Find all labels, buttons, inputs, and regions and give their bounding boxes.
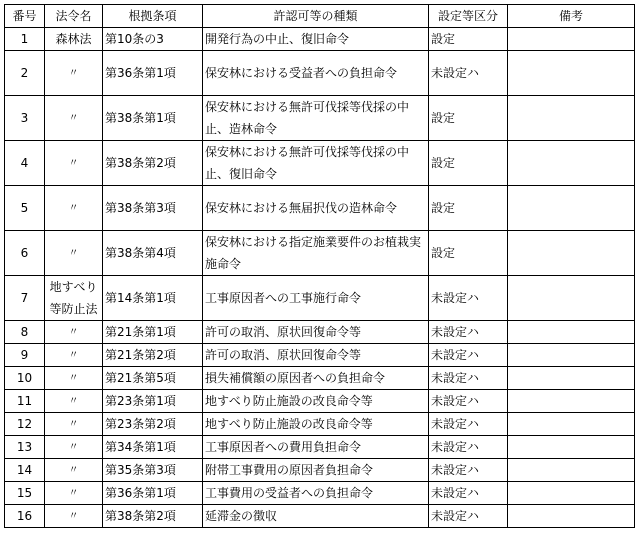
row-clause: 第38条第4項 (103, 231, 203, 276)
row-note (508, 321, 635, 344)
row-clause: 第36条第1項 (103, 482, 203, 505)
table-row (5, 482, 635, 505)
row-type: 許可の取消、原状回復命令等 (203, 321, 429, 344)
row-type: 地すべり防止施設の改良命令等 (203, 413, 429, 436)
row-status: 未設定ハ (429, 482, 508, 505)
table-row (5, 413, 635, 436)
row-clause: 第23条第1項 (103, 390, 203, 413)
row-note (508, 367, 635, 390)
row-status: 未設定ハ (429, 51, 508, 96)
row-note (508, 186, 635, 231)
row-status: 設定 (429, 28, 508, 51)
row-law: 〃 (45, 367, 103, 390)
row-status: 未設定ハ (429, 276, 508, 321)
row-law: 地すべり等防止法 (45, 276, 103, 321)
table-row (5, 390, 635, 413)
row-law: 〃 (45, 51, 103, 96)
table-row (5, 186, 635, 231)
row-type: 地すべり防止施設の改良命令等 (203, 390, 429, 413)
row-number: 6 (5, 231, 45, 276)
row-status: 未設定ハ (429, 413, 508, 436)
row-type: 保安林における指定施業要件のお植栽実施命令 (203, 231, 429, 276)
row-law: 〃 (45, 413, 103, 436)
row-number: 9 (5, 344, 45, 367)
row-clause: 第36条第1項 (103, 51, 203, 96)
row-number: 10 (5, 367, 45, 390)
row-type: 保安林における無届択伐の造林命令 (203, 186, 429, 231)
row-type: 損失補償額の原因者への負担命令 (203, 367, 429, 390)
row-note (508, 51, 635, 96)
row-law: 〃 (45, 186, 103, 231)
row-law: 〃 (45, 141, 103, 186)
row-note (508, 96, 635, 141)
table-row (5, 321, 635, 344)
header-type: 許認可等の種類 (203, 5, 429, 28)
row-status: 設定 (429, 231, 508, 276)
row-note (508, 436, 635, 459)
row-status: 未設定ハ (429, 505, 508, 528)
row-law: 森林法 (45, 28, 103, 51)
row-law: 〃 (45, 321, 103, 344)
row-status: 設定 (429, 96, 508, 141)
row-clause: 第38条第3項 (103, 186, 203, 231)
table-row (5, 344, 635, 367)
row-clause: 第38条第1項 (103, 96, 203, 141)
row-law: 〃 (45, 505, 103, 528)
row-clause: 第10条の3 (103, 28, 203, 51)
row-status: 未設定ハ (429, 436, 508, 459)
row-type: 工事原因者への費用負担命令 (203, 436, 429, 459)
row-law: 〃 (45, 436, 103, 459)
row-number: 2 (5, 51, 45, 96)
table-row (5, 436, 635, 459)
row-type: 附帯工事費用の原因者負担命令 (203, 459, 429, 482)
row-clause: 第38条第2項 (103, 505, 203, 528)
row-number: 4 (5, 141, 45, 186)
row-law: 〃 (45, 231, 103, 276)
row-number: 5 (5, 186, 45, 231)
row-type: 保安林における無許可伐採等伐採の中止、復旧命令 (203, 141, 429, 186)
row-status: 設定 (429, 186, 508, 231)
header-status: 設定等区分 (429, 5, 508, 28)
row-type: 許可の取消、原状回復命令等 (203, 344, 429, 367)
header-clause: 根拠条項 (103, 5, 203, 28)
row-law: 〃 (45, 459, 103, 482)
row-number: 16 (5, 505, 45, 528)
row-number: 11 (5, 390, 45, 413)
row-number: 8 (5, 321, 45, 344)
table-row (5, 141, 635, 186)
row-status: 設定 (429, 141, 508, 186)
row-number: 1 (5, 28, 45, 51)
row-status: 未設定ハ (429, 321, 508, 344)
row-note (508, 28, 635, 51)
row-status: 未設定ハ (429, 344, 508, 367)
row-clause: 第34条第1項 (103, 436, 203, 459)
row-note (508, 344, 635, 367)
row-clause: 第35条第3項 (103, 459, 203, 482)
row-law: 〃 (45, 96, 103, 141)
table-row (5, 28, 635, 51)
header-note: 備考 (508, 5, 635, 28)
permits-table (4, 4, 635, 528)
table-row (5, 505, 635, 528)
row-note (508, 231, 635, 276)
header-row (5, 5, 635, 28)
row-number: 7 (5, 276, 45, 321)
row-note (508, 390, 635, 413)
row-type: 工事原因者への工事施行命令 (203, 276, 429, 321)
header-law: 法令名 (45, 5, 103, 28)
table-row (5, 276, 635, 321)
row-note (508, 413, 635, 436)
row-type: 工事費用の受益者への負担命令 (203, 482, 429, 505)
row-type: 開発行為の中止、復旧命令 (203, 28, 429, 51)
table-row (5, 96, 635, 141)
row-number: 3 (5, 96, 45, 141)
header-number: 番号 (5, 5, 45, 28)
row-note (508, 505, 635, 528)
row-status: 未設定ハ (429, 459, 508, 482)
row-clause: 第21条第2項 (103, 344, 203, 367)
row-number: 12 (5, 413, 45, 436)
row-number: 13 (5, 436, 45, 459)
row-law: 〃 (45, 482, 103, 505)
row-note (508, 141, 635, 186)
row-note (508, 459, 635, 482)
row-status: 未設定ハ (429, 367, 508, 390)
row-law: 〃 (45, 390, 103, 413)
row-number: 14 (5, 459, 45, 482)
row-status: 未設定ハ (429, 390, 508, 413)
row-clause: 第21条第1項 (103, 321, 203, 344)
row-clause: 第21条第5項 (103, 367, 203, 390)
row-law: 〃 (45, 344, 103, 367)
row-clause: 第23条第2項 (103, 413, 203, 436)
row-note (508, 276, 635, 321)
row-note (508, 482, 635, 505)
row-type: 保安林における受益者への負担命令 (203, 51, 429, 96)
table-row (5, 231, 635, 276)
row-number: 15 (5, 482, 45, 505)
table-row (5, 367, 635, 390)
row-type: 延滞金の徴収 (203, 505, 429, 528)
row-type: 保安林における無許可伐採等伐採の中止、造林命令 (203, 96, 429, 141)
row-clause: 第14条第1項 (103, 276, 203, 321)
table-row (5, 51, 635, 96)
table-row (5, 459, 635, 482)
row-clause: 第38条第2項 (103, 141, 203, 186)
